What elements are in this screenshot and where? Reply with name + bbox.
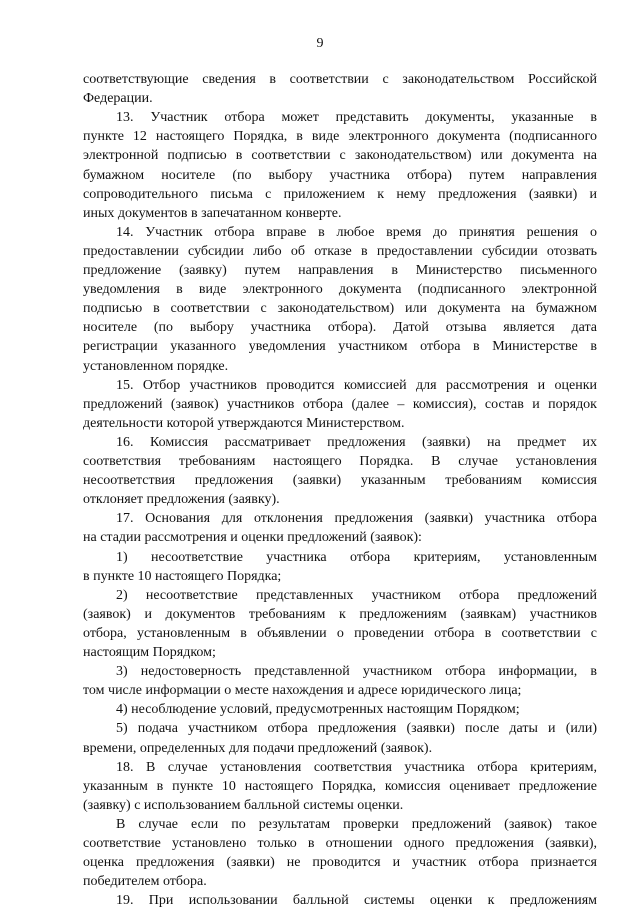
text-line: 14. Участник отбора вправе в любое время до принятия решения о <box>116 224 597 240</box>
text-line: 5) подача участником отбора предложения (заявки) после даты и (или) <box>116 721 597 737</box>
text-line: (заявок) и документов требованиям к предложениям (заявкам) участников <box>83 606 597 622</box>
text-line: на стадии рассмотрения и оценки предложений (заявок): <box>83 530 422 546</box>
text-line: пункте 12 настоящего Порядка, в виде электронного документа (подписанного <box>83 129 597 145</box>
text-line: отбора, установленным в объявлении о проведении отбора в соответствии с <box>83 625 597 641</box>
text-line: настоящим Порядком; <box>83 645 216 660</box>
text-line: 15. Отбор участников проводится комиссией для рассмотрения и оценки <box>116 377 597 393</box>
text-line: регистрации указанного уведомления участником отбора в Министерстве в <box>83 339 597 355</box>
text-line: установленном порядке. <box>83 358 229 374</box>
text-line: уведомления в виде электронного документа (подписанного электронной <box>83 282 597 298</box>
text-line: времени, определенных для подачи предложений (заявок). <box>83 740 433 756</box>
text-line: соответствие установлено только в отношении одного предложения (заявки), <box>83 836 597 851</box>
page-number: 9 <box>316 36 324 51</box>
text-line: 13. Участник отбора может представить документы, указанные в <box>116 110 597 126</box>
text-line: в пункте 10 настоящего Порядка; <box>83 568 282 584</box>
text-line: соответствующие сведения в соответствии с законодательством Российской <box>83 72 597 87</box>
text-line: победителем отбора. <box>83 874 207 890</box>
text-line: том числе информации о месте нахождения и адресе юридического лица; <box>83 683 522 699</box>
text-line: бумажном носителе (по выбору участника отбора) путем направления <box>83 167 597 183</box>
text-line: предложение (заявку) путем направления в Министерство письменного <box>83 263 597 278</box>
text-line: 17. Основания для отклонения предложения (заявки) участника отбора <box>116 511 597 527</box>
text-line: 3) недостоверность представленной участником отбора информации, в <box>116 664 597 680</box>
text-line: предоставлении субсидии либо об отказе в предоставлении субсидии отозвать <box>83 243 597 259</box>
text-line: 19. При использовании балльной системы оценки к предложениям <box>116 893 597 909</box>
text-line: деятельности которой утверждаются Министерством. <box>83 415 405 431</box>
text-line: В случае если по результатам проверки предложений (заявок) такое <box>116 816 597 832</box>
text-line: указанным в пункте 10 настоящего Порядка, комиссия оценивает предложение <box>83 778 597 794</box>
text-line: предложений (заявок) участников отбора (далее – комиссия), состав и порядок <box>83 396 597 412</box>
text-line: отклоняет предложения (заявку). <box>83 492 280 508</box>
text-line: подписью в соответствии с законодательством) или документа на бумажном <box>83 301 597 317</box>
text-line: 1) несоответствие участника отбора критериям, установленным <box>116 549 597 565</box>
text-line: 18. В случае установления соответствия участника отбора критериям, <box>116 759 597 775</box>
text-line: оценка предложения (заявки) не проводится и участник отбора признается <box>83 855 597 871</box>
text-line: Федерации. <box>83 91 153 107</box>
text-line: 4) несоблюдение условий, предусмотренных настоящим Порядком; <box>116 702 520 718</box>
text-line: сопроводительного письма с приложением к нему предложения (заявки) и <box>83 186 597 202</box>
text-line: несоответствия предложения (заявки) указанным требованиям комиссия <box>83 473 597 489</box>
text-line: 2) несоответствие представленных участником отбора предложений <box>116 587 597 603</box>
text-line: (заявку) с использованием балльной системы оценки. <box>83 797 404 813</box>
text-line: электронной подписью в соответствии с законодательством) или документа на <box>83 148 597 164</box>
text-line: носителе (по выбору участника отбора). Датой отзыва является дата <box>83 320 597 336</box>
text-line: соответствия требованиям настоящего Порядка. В случае установления <box>83 454 597 469</box>
text-line: 16. Комиссия рассматривает предложения (заявки) на предмет их <box>116 434 597 450</box>
text-line: иных документов в запечатанном конверте. <box>83 205 342 221</box>
